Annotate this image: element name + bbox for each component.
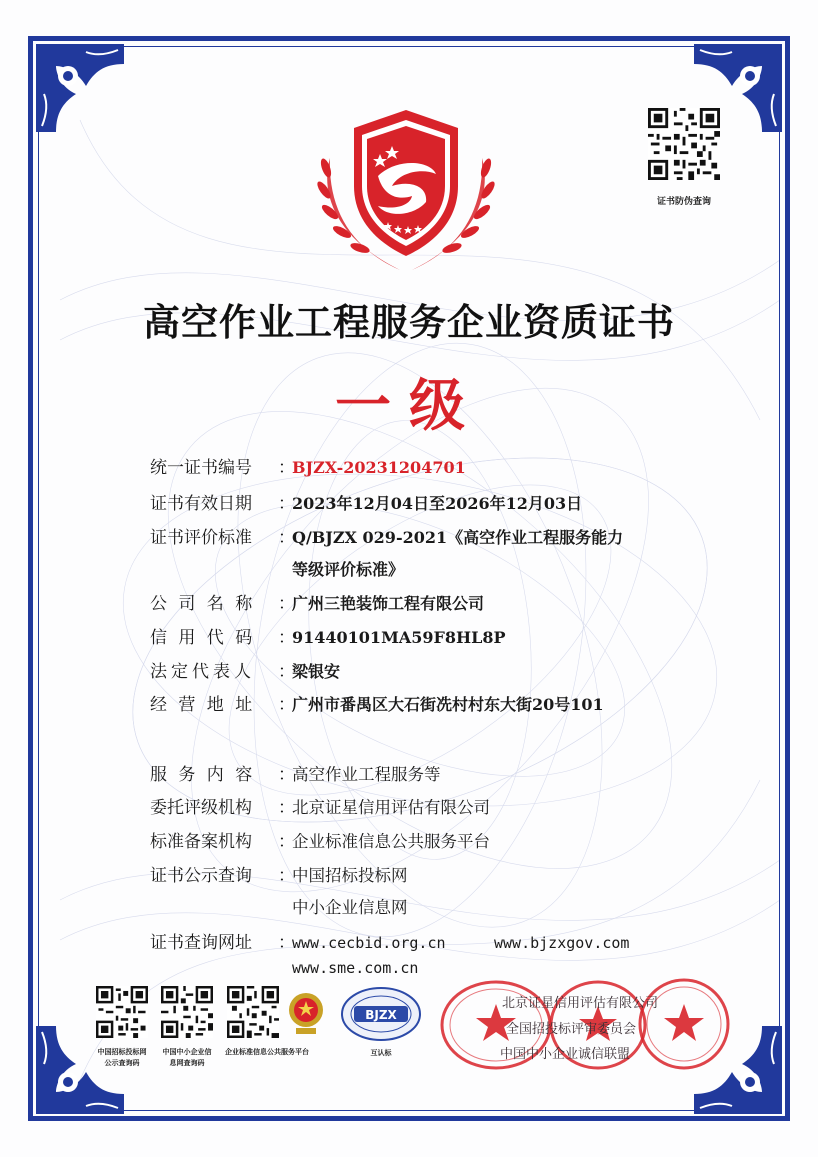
qr-label-line: 中国中小企业信 xyxy=(162,1048,212,1056)
validity-value: 2023年12月04日至2026年12月03日 xyxy=(292,494,583,513)
qr-code[interactable] xyxy=(161,986,213,1038)
address: 广州市番禺区大石街冼村村东大街20号101 xyxy=(292,695,604,714)
certificate-grade: 一级 xyxy=(335,373,483,439)
query-site-link[interactable]: www.cecbid.org.cn xyxy=(292,934,446,952)
colon: ： xyxy=(278,933,295,953)
qr-label-line: 息网查询码 xyxy=(169,1059,205,1067)
national-emblem-icon xyxy=(286,988,326,1038)
filing-value: 企业标准信息公共服务平台 xyxy=(292,832,490,851)
field-label: 标准备案机构 xyxy=(150,832,252,852)
field-label: 证书公示查询 xyxy=(150,866,252,886)
field-label: 证书评价标准 xyxy=(150,528,252,548)
public-query-value-cont: 中小企业信息网 xyxy=(292,898,408,917)
badge-text: BJZX xyxy=(365,1008,397,1022)
standard-value: Q/BJZX 029-2021《高空作业工程服务能力 xyxy=(292,528,624,547)
qr-label: 证书防伪查询 xyxy=(656,197,711,207)
colon: ： xyxy=(278,528,295,548)
qr-code[interactable] xyxy=(96,986,148,1038)
public-query-value: 中国招标投标网 xyxy=(292,866,408,885)
field-label: 证书查询网址 xyxy=(150,933,252,953)
cert-number: BJZX-20231204701 xyxy=(292,458,466,477)
qr-label-line: 中国招标投标网 xyxy=(97,1048,147,1056)
issuer-name: 全国招投标评审委员会 xyxy=(506,1022,637,1037)
query-site-link[interactable]: www.bjzxgov.com xyxy=(494,934,630,952)
field-label: 公 司 名 称 xyxy=(150,594,256,614)
field-label: 证书有效日期 xyxy=(150,494,252,514)
field-label: 信 用 代 码 xyxy=(150,628,256,648)
colon: ： xyxy=(278,832,295,852)
colon: ： xyxy=(278,494,295,514)
colon: ： xyxy=(278,594,295,614)
colon: ： xyxy=(278,458,295,478)
legal-rep: 梁银安 xyxy=(292,662,341,681)
standard-value-cont: 等级评价标准》 xyxy=(292,560,405,579)
service-value: 高空作业工程服务等 xyxy=(292,765,441,784)
badge-label: 互认标 xyxy=(370,1049,392,1057)
qr-code[interactable] xyxy=(227,986,279,1038)
shield-emblem-icon xyxy=(300,98,512,276)
qr-label-line: 公示查询码 xyxy=(104,1059,140,1067)
colon: ： xyxy=(278,628,295,648)
colon: ： xyxy=(278,866,295,886)
colon: ： xyxy=(278,765,295,785)
company-name: 广州三艳装饰工程有限公司 xyxy=(292,594,485,613)
colon: ： xyxy=(278,662,295,682)
issuer-name: 北京证星信用评估有限公司 xyxy=(502,996,659,1011)
issuer-name: 中国中小企业诚信联盟 xyxy=(500,1047,631,1062)
field-label: 经 营 地 址 xyxy=(150,695,256,715)
field-label: 法定代表人 xyxy=(150,662,255,682)
certificate-title: 高空作业工程服务企业资质证书 xyxy=(143,300,675,344)
qr-label: 企业标准信息公共服务平台 xyxy=(225,1048,309,1056)
credit-code: 91440101MA59F8HL8P xyxy=(292,628,506,647)
field-label: 服 务 内 容 xyxy=(150,765,256,785)
colon: ： xyxy=(278,695,295,715)
colon: ： xyxy=(278,798,295,818)
corner-ornament-icon xyxy=(34,42,126,134)
bjzx-logo-icon xyxy=(340,986,422,1042)
agency-value: 北京证星信用评估有限公司 xyxy=(292,798,490,817)
anti-counterfeit-qr-code[interactable] xyxy=(648,108,720,180)
field-label: 委托评级机构 xyxy=(150,798,252,818)
field-label: 统一证书编号 xyxy=(150,458,252,478)
query-site-link[interactable]: www.sme.com.cn xyxy=(292,959,419,977)
